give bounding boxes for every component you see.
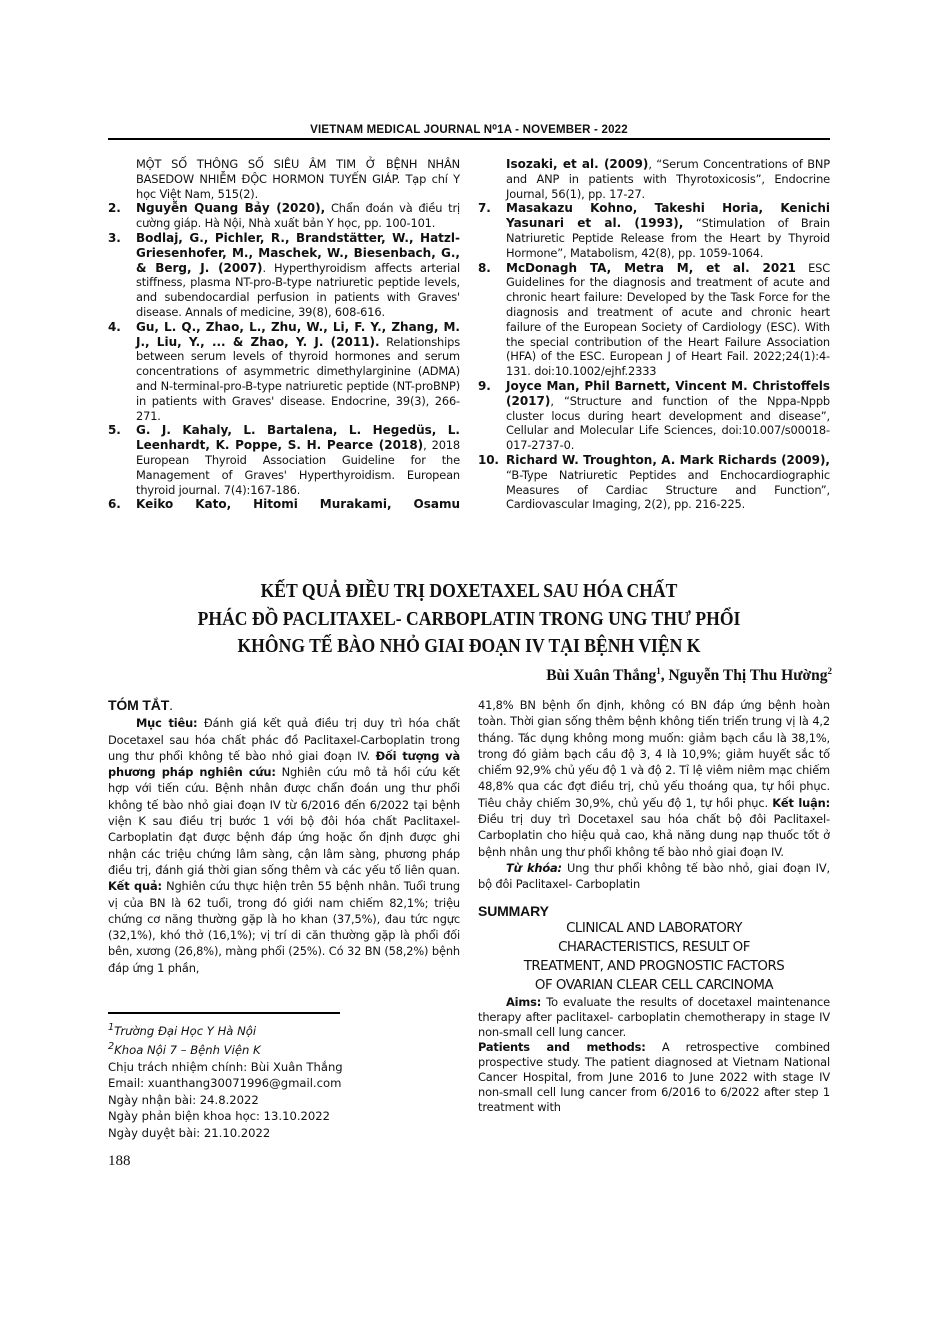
references-left-column (108, 157, 460, 512)
journal-header: VIETNAM MEDICAL JOURNAL N⁰1A - NOVEMBER - 2022 (310, 124, 628, 136)
aims-label: Aims: (506, 994, 542, 1009)
author-name: Nguyễn Thị Thu Hường (668, 667, 828, 685)
conclusion-text: Điều trị duy trì Docetaxel sau hóa chất bộ đôi Paclitaxel- Carboplatin cho hiệu quả cao, khả năng dung nạp thuốc tốt ở bệnh nhân ung thư phổi không tế bào nhỏ giai đoạn IV. (478, 812, 830, 859)
reference-authors: Bodlaj, G., Pichler, R., Brandstätter, W., Hatzl-Griesenhofer, M., Maschek, W., Biesenbach, G., & Berg, J. (2007) (136, 230, 460, 275)
reference-item (478, 453, 830, 512)
page-number: 188 (108, 1153, 131, 1169)
reference-authors: Keiko Kato, Hitomi Murakami, Osamu (136, 497, 460, 512)
abstract-heading-text: TÓM TẮT (108, 697, 170, 713)
aim-text: Đánh giá kết quả điều trị duy trì hóa chất Docetaxel sau hóa chất phác đồ Paclitaxel-Carboplatin trong ung thư phổi không tế bào nhỏ giai đoạn IV. (108, 716, 460, 763)
english-title-line: TREATMENT, AND PROGNOSTIC FACTORS (523, 958, 785, 974)
abstract-paragraph (108, 715, 460, 976)
reference-text: Chẩn đoán và điều trị cường giáp. Hà Nội, Nhà xuất bản Y học, pp. 100-101. (136, 201, 460, 231)
patients-methods-label: Patients and methods: (478, 1039, 646, 1054)
reference-number: 3. (108, 230, 121, 245)
reference-authors: G. J. Kahaly, L. Bartalena, L. Hegedüs, L. Leenhardt, K. Poppe, S. H. Pearce (2018) (136, 423, 460, 453)
reference-text: ESC Guidelines for the diagnosis and treatment of acute and chronic heart failure: Developed by the Task Force for the diagnosis and treatment of acute and chronic heart failure of the European Society of Cardiology (ESC). With the special contribution of the Heart Failure Association (HFA) of the ESC. European J of Heart Fail. 2022;24(1):4-131. doi:10.1002/ejhf.2333 (506, 260, 831, 379)
keywords-text: Ung thư phổi không tế bào nhỏ, giai đoạn IV, bộ đôi Paclitaxel- Carboplatin (478, 860, 830, 892)
article-title (159, 578, 780, 661)
aims-text: To evaluate the results of docetaxel maintenance therapy after paclitaxel- carboplatin chemotherapy in stage IV non-small cell lung cancer. (478, 994, 830, 1039)
author-name: Bùi Xuân Thắng (546, 667, 657, 685)
abstract-heading (108, 697, 460, 713)
reference-item (108, 423, 460, 497)
reference-item (108, 201, 460, 231)
affiliation-2: Khoa Nội 7 – Bệnh Viện K (114, 1043, 261, 1058)
affiliation-1: Trường Đại Học Y Hà Nội (114, 1023, 257, 1038)
reference-number (478, 157, 506, 201)
date-received: Ngày nhận bài: 24.8.2022 (108, 1092, 259, 1107)
reference-authors: Masakazu Kohno, Takeshi Horia, Kenichi Yasunari et al. (1993), (506, 201, 830, 231)
reference-text: , “Structure and function of the Nppa-Nppb cluster locus during heart development and disease”, Cellular and Molecular Life Sciences, doi:10.007/s00018-017-2737-0. (506, 393, 830, 453)
corresponding-email: Email: xuanthang30071996@gmail.com (108, 1076, 342, 1091)
footnote-divider (108, 1012, 340, 1014)
results-text: Nghiên cứu thực hiện trên 55 bệnh nhân. Tuổi trung vị của BN là 62 tuổi, trong đó giới nam chiếm 82,1%; triệu chứng cơ năng thường gặp là ho khan (37,5%), đau tức ngực (32,1%), khó thở (16,1%); vị trí di căn thường gặp là phổi đối bên, xương (26,8%), màng phổi (25%). Có 32 BN (58,2%) bệnh đáp ứng 1 phần, (108, 879, 460, 975)
reference-authors: McDonagh TA, Metra M, et al. 2021 (506, 260, 796, 275)
reference-text: , 2018 European Thyroid Association Guideline for the Management of Graves' Hyperthyroidism. European thyroid journal. 7(4):167-186. (136, 438, 460, 497)
affiliation-mark: 1 (108, 1022, 115, 1033)
reference-item (108, 157, 460, 201)
reference-authors: Isozaki, et al. (2009) (506, 157, 649, 171)
reference-item (478, 157, 830, 201)
author-affiliation-mark: 2 (827, 666, 832, 676)
methods-text: Nghiên cứu mô tả hồi cứu kết hợp với tiến cứu. Bệnh nhân được chẩn đoán ung thư phổi không tế bào nhỏ giai đoạn IV từ 6/2016 đến 6/2022 tại bệnh viện K sau điều trị bước 1 với bộ đôi hóa chất Paclitaxel-Carboplatin đạt được bệnh đáp ứng hoặc ổn định được ghi nhận các triệu chứng lâm sàng, cận lâm sàng, phương pháp điều trị, đánh giá thời gian sống thêm và các yếu tố liên quan. (108, 765, 460, 877)
reference-authors: Nguyễn Quang Bảy (2020), (136, 201, 326, 216)
date-reviewed: Ngày phản biện khoa học: 13.10.2022 (108, 1109, 331, 1124)
reference-authors: Joyce Man, Phil Barnett, Vincent M. Christoffels (2017) (506, 378, 830, 408)
title-line: KẾT QUẢ ĐIỀU TRỊ DOXETAXEL SAU HÓA CHẤT (260, 580, 678, 602)
reference-text: MỘT SỐ THÔNG SỐ SIÊU ÂM TIM Ở BỆNH NHÂN BASEDOW NHIỄM ĐỘC HORMON TUYẾN GIÁP. Tạp chí Y học Việt Nam, 515(2). (136, 157, 460, 201)
footnotes (108, 1020, 343, 1141)
title-line: PHÁC ĐỒ PACLITAXEL- CARBOPLATIN TRONG UNG THƯ PHỔI (197, 607, 741, 630)
reference-text: Relationships between serum levels of thyroid hormones and serum concentrations of asymmetric dimethylarginine (ADMA) and N-terminal-pro-B-type natriuretic peptide (NT-proBNP) in patients with Graves' disease. Endocrine, 39(3), 266-271. (136, 334, 460, 423)
abstract-vi-right (478, 697, 830, 1115)
affiliation-mark: 2 (108, 1041, 115, 1053)
summary-heading: SUMMARY (478, 902, 549, 919)
abstract-paragraph-continued (478, 697, 830, 860)
reference-number: 6. (108, 497, 121, 512)
patients-methods-text: A retrospective combined prospective study. The patient diagnosed at Vietnam National Cancer Hospital, from June 2016 to June 2022 with stage IV non-small cell lung cancer from 6/2016 to 6/2022 after step 1 treatment with (478, 1039, 830, 1114)
reference-text: , “Serum Concentrations of BNP and ANP in patients with Thyrotoxicosis”, Endocrine Journal, 56(1), pp. 17-27. (506, 157, 830, 201)
header-divider (108, 138, 830, 140)
reference-item (478, 379, 830, 453)
reference-authors: Richard W. Troughton, A. Mark Richards (2009), (506, 452, 830, 467)
date-accepted: Ngày duyệt bài: 21.10.2022 (108, 1125, 271, 1140)
summary-paragraph (478, 995, 830, 1040)
english-title-line: CHARACTERISTICS, RESULT OF (558, 939, 750, 955)
abstract-heading-dot: . (169, 697, 173, 713)
reference-number: 9. (478, 378, 491, 393)
english-title-line: OF OVARIAN CLEAR CELL CARCINOMA (534, 977, 774, 993)
aim-label: Mục tiêu: (136, 716, 198, 731)
reference-item (478, 201, 830, 260)
title-line: KHÔNG TẾ BÀO NHỎ GIAI ĐOẠN IV TẠI BỆNH VIỆN K (237, 635, 701, 657)
reference-text: “B-Type Natriuretic Peptides and Enchocardiographic Measures of Cardiac Structure and Function”, Cardiovascular Imaging, 2(2), pp. 216-225. (506, 467, 830, 512)
abstract-vi-left (108, 697, 460, 976)
reference-text: “Stimulation of Brain Natriuretic Peptide Release from the Heart by Thyroid Hormone”, Matabolism, 42(8), pp. 1059-1064. (506, 216, 830, 260)
reference-item (108, 231, 460, 320)
reference-item (108, 497, 460, 512)
english-title-line: CLINICAL AND LABORATORY (566, 920, 742, 936)
reference-authors: Gu, L. Q., Zhao, L., Zhu, W., Li, F. Y., Zhang, M. J., Liu, Y., ... & Zhao, Y. J. (2011). (136, 319, 460, 349)
corresponding-author: Chịu trách nhiệm chính: Bùi Xuân Thắng (108, 1059, 343, 1074)
results-text-continued: 41,8% BN bệnh ổn định, không có BN đáp ứng bệnh hoàn toàn. Thời gian sống thêm bệnh không tiến triển trung vị là 4,2 tháng. Tác dụng không mong muốn: giảm bạch cầu là 38,1%, trong đó giảm bạch cầu độ 3, 4 là 10,9%; giảm huyết sắc tố chiếm 92,9% chủ yếu độ 1 và độ 2. Tỉ lệ viêm niêm mạc chiếm 48,8% qua các đợt điều trị, chủ yếu thoáng qua, tự hồi phục. Tiêu chảy chiếm 30,9%, chủ yếu độ 1, tự hồi phục. (478, 698, 830, 810)
reference-number: 4. (108, 319, 121, 334)
english-title (478, 919, 830, 995)
conclusion-label: Kết luận: (772, 795, 830, 810)
reference-number: 7. (478, 201, 491, 216)
keywords-label: Từ khóa: (506, 860, 562, 875)
reference-item (478, 261, 830, 379)
author-affiliation-mark: 1 (656, 666, 661, 676)
reference-number: 5. (108, 423, 121, 438)
reference-item (108, 320, 460, 424)
reference-number: 10. (478, 452, 499, 467)
reference-number: 8. (478, 260, 491, 275)
methods-label: Đối tượng và phương pháp nghiên cứu: (108, 748, 460, 780)
article-authors (546, 666, 832, 685)
results-label: Kết quả: (108, 879, 162, 894)
author-separator: , (660, 667, 669, 685)
keywords (478, 860, 830, 893)
reference-number: 2. (108, 201, 121, 216)
reference-text: . Hyperthyroidism affects arterial stiffness, plasma NT-pro-B-type natriuretic peptide levels, and subendocardial perfusion in patients with Graves' disease. Annals of medicine, 39(8), 608-616. (136, 260, 460, 319)
reference-number (108, 157, 136, 201)
summary-paragraph (478, 1040, 830, 1115)
references-right-column (478, 157, 830, 512)
